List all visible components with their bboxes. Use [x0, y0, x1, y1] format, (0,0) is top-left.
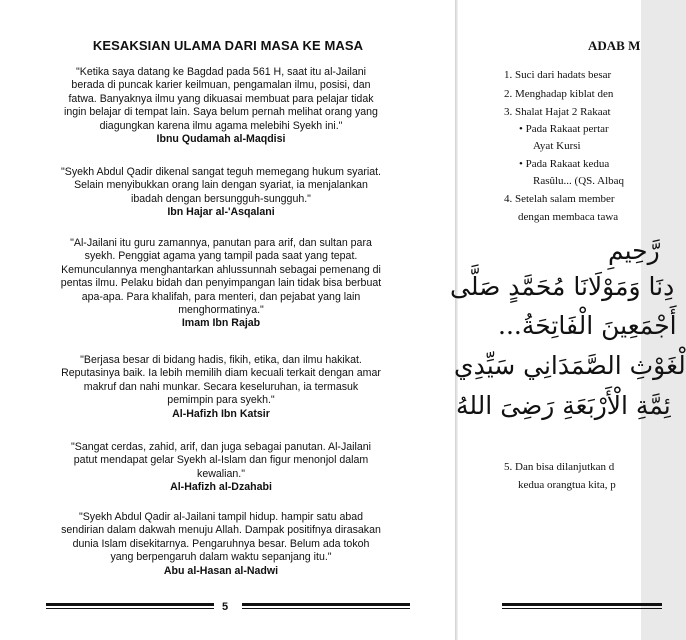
testimony-quote: "Sangat cerdas, zahid, arif, dan juga sebagai panutan. Al-Jailani patut mendapat gelar Syekh al-Islam dan figur menonjol dalam kewalian." Al-Hafizh al-Dzahabi	[16, 441, 426, 495]
testimony-quote: "Syekh Abdul Qadir dikenal sangat teguh memegang hukum syariat. Selain menyibukkan orang lain dengan syariat, ia menjalankan ibadah dengan bersungguh-sungguh." Ibn Hajar al-'Asqalani	[16, 166, 426, 220]
quote-author: Al-Hafizh Ibn Katsir	[172, 407, 270, 420]
quote-author: Ibn Hajar al-'Asqalani	[167, 206, 275, 219]
quote-author: Ibnu Qudamah al-Maqdisi	[156, 133, 286, 146]
quote-author: Imam Ibn Rajab	[181, 317, 261, 330]
right-page	[450, 0, 686, 640]
list-item: 3. Shalat Hajat 2 Rakaat	[504, 106, 611, 118]
arabic-text: ئِمَّةِ الْأَرْبَعَةِ رَضِىَ اللهُ	[456, 391, 671, 420]
quote-author: Abu al-Hasan al-Nadwi	[163, 564, 279, 577]
arabic-text: دِنَا وَمَوْلَانَا مُحَمَّدٍ صَلَّى	[450, 272, 675, 301]
page-footer	[0, 601, 456, 612]
footer-rule-left	[502, 603, 662, 609]
list-item: 2. Menghadap kiblat den	[504, 88, 614, 100]
testimony-quote: "Ketika saya datang ke Bagdad pada 561 H, saat itu al-Jailani berada di puncak karier keilmuan, pengamalan ilmu, posisi, dan fatwa. Banyaknya ilmu yang dikuasai membuat para pelajar tidak ingin belajar di tempat lain. Saya belum pernah melihat orang yang diagungkan karena ilmu agama melebihi Syekh ini." Ibnu Qudamah al-Maqdisi	[16, 66, 426, 146]
footer-rule-right	[242, 603, 410, 609]
quote-author: Al-Hafizh al-Dzahabi	[170, 481, 272, 494]
list-item: 5. Dan bisa dilanjutkan d	[504, 461, 615, 473]
arabic-text: رَّحِيمِ	[608, 236, 660, 265]
right-page-title: ADAB M	[588, 38, 641, 53]
list-item: Rasûlu... (QS. Albaq	[533, 175, 625, 187]
list-item: Ayat Kursi	[533, 140, 581, 152]
testimony-quote: "Berjasa besar di bidang hadis, fikih, etika, dan ilmu hakikat. Reputasinya baik. Ia lebih memilih diam kecuali terkait dengan amar makruf dan nahi munkar. Secara keseluruhan, ia termasuk pemimpin para syekh." Al-Hafizh Ibn Katsir	[16, 354, 426, 421]
page-footer	[458, 601, 641, 612]
list-item: dengan membaca tawa	[518, 211, 619, 223]
footer-rule-left	[46, 603, 214, 609]
list-item: • Pada Rakaat pertar	[519, 123, 609, 135]
list-item: 4. Setelah salam member	[504, 193, 615, 205]
testimony-quote: "Al-Jailani itu guru zamannya, panutan para arif, dan sultan para syekh. Penggiat agama yang tampil pada saat yang tepat. Kemunculannya menghantarkan ahlussunnah sebagai pemenang di pentas ilmu. Pelaku bidah dan penyimpangan lain tidak bisa berbuat apa-apa. Para khalifah, para menteri, dan pejabat yang lain menghormatinya." Imam Ibn Rajab	[16, 237, 426, 331]
page-title: KESAKSIAN ULAMA DARI MASA KE MASA	[92, 38, 364, 53]
arabic-text: لْغَوْثِ الصَّمَدَانِي سَيِّدِي	[454, 351, 686, 380]
arabic-text: أَجْمَعِينَ الْفَاتِحَةُ...	[498, 311, 677, 340]
list-item: 1. Suci dari hadats besar	[504, 69, 612, 81]
testimony-quote: "Syekh Abdul Qadir al-Jailani tampil hidup. hampir satu abad sendirian dalam dakwah menuju Allah. Dampak positifnya dirasakan dunia Islam disekitarnya. Pengaruhnya besar. Belum ada tokoh yang berpengaruh dalam waktu sepanjang itu." Abu al-Hasan al-Nadwi	[16, 511, 426, 578]
page-number: 5	[222, 601, 229, 613]
list-item: kedua orangtua kita, p	[518, 479, 616, 491]
list-item: • Pada Rakaat kedua	[519, 158, 610, 170]
